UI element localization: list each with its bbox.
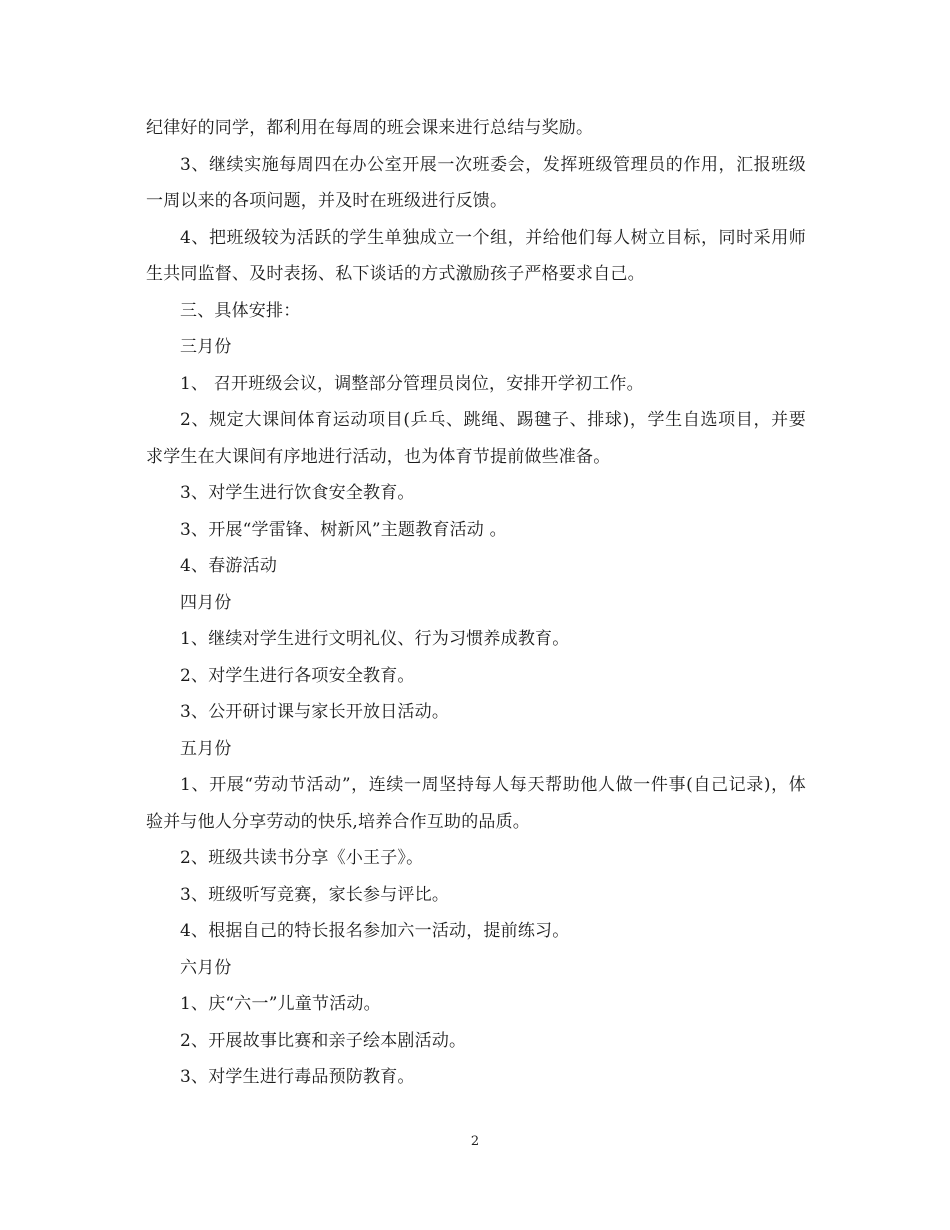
section-heading: 三、具体安排：: [180, 300, 301, 321]
list-item: 2、开展故事比赛和亲子绘本剧活动。: [180, 1030, 467, 1051]
page-number: 2: [470, 1134, 480, 1149]
list-item: 2、对学生进行各项安全教育。: [180, 665, 415, 686]
month-heading: 六月份: [180, 957, 232, 978]
list-item: 1、庆“六一”儿童节活动。: [180, 994, 381, 1014]
paragraph: 3、继续实施每周四在办公室开展一次班委会，发挥班级管理员的作用，汇报班级一周以来的各项问题，并及时在班级进行反馈。: [146, 154, 806, 211]
paragraph: 4、把班级较为活跃的学生单独成立一个组，并给他们每人树立目标，同时采用师生共同监督、及时表扬、私下谈话的方式激励孩子严格要求自己。: [146, 227, 806, 284]
list-item: 1、 召开班级会议，调整部分管理员岗位，安排开学初工作。: [180, 373, 644, 394]
list-item: 3、公开研讨课与家长开放日活动。: [180, 702, 450, 722]
month-heading: 三月份: [180, 337, 232, 357]
paragraph: 纪律好的同学，都利用在每周的班会课来进行总结与奖励。: [146, 118, 594, 138]
month-heading: 四月份: [180, 592, 232, 613]
list-item: 3、开展“学雷锋、树新风”主题教育活动 。: [180, 519, 507, 540]
list-item: 3、班级听写竞赛，家长参与评比。: [180, 884, 450, 905]
list-item: 2、班级共读书分享《小王子》。: [180, 848, 424, 868]
list-item: 4、春游活动: [180, 556, 278, 576]
list-item: 2、规定大课间体育运动项目(乒乓、跳绳、踢毽子、排球)，学生自选项目，并要求学生在大课间有序地进行活动，也为体育节提前做些准备。: [146, 410, 806, 467]
list-item: 1、继续对学生进行文明礼仪、行为习惯养成教育。: [180, 629, 570, 649]
month-heading: 五月份: [180, 738, 232, 759]
list-item: 1、开展“劳动节活动”，连续一周坚持每人每天帮助他人做一件事(自己记录)，体验并与他人分享劳动的快乐,培养合作互助的品质。: [146, 775, 806, 832]
list-item: 3、对学生进行饮食安全教育。: [180, 483, 415, 503]
list-item: 4、根据自己的特长报名参加六一活动，提前练习。: [180, 921, 570, 941]
list-item: 3、对学生进行毒品预防教育。: [180, 1067, 415, 1087]
document-body: [146, 110, 806, 1096]
